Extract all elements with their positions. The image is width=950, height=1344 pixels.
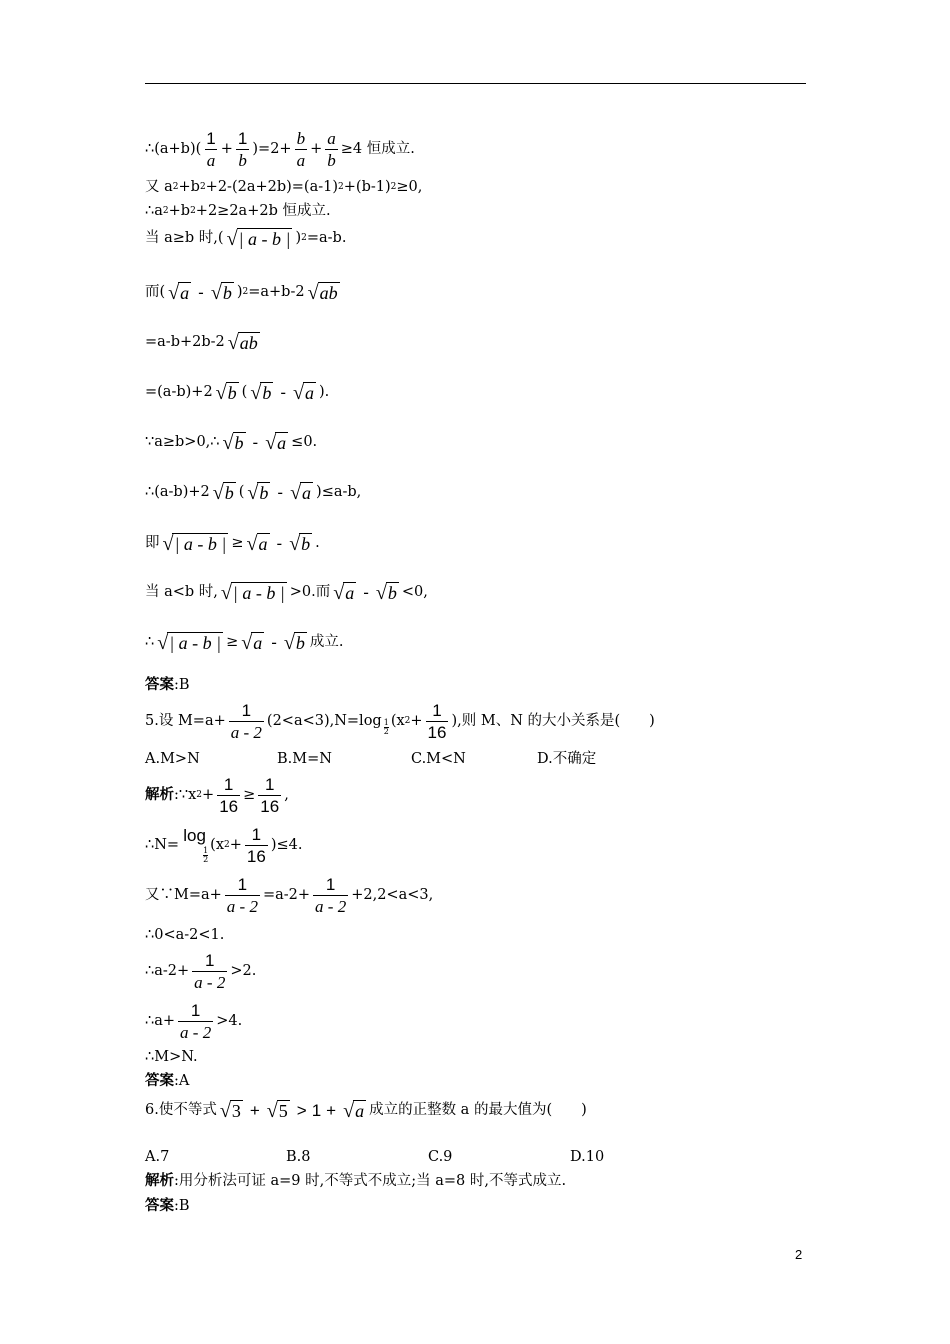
- analysis-2: ∴ N= log 1 2 (x 2 + $\frac{1}{16}$ )≤4.: [145, 825, 303, 866]
- question-5: 5.设 M=a+ $\frac{1}{a - 2}$ (2<a<3),N=log 1 2 (x 2 + $\frac{1}{16}$ ),则 M、N 的大小关系是( ): [145, 701, 655, 742]
- line-3: ∴ a 2 +b 2 +2≥2a+2b 恒成立.: [145, 203, 331, 219]
- line-7: =(a-b)+2 √ b ( √ b - √ a ).: [145, 381, 330, 404]
- analysis-8: 解析 :用分析法可证 a=9 时,不等式不成立;当 a=8 时,不等式成立.: [145, 1172, 567, 1189]
- line-10: 即 √ | a - b | ≥ √ a - √ b .: [145, 532, 320, 555]
- q5-option-c: C.M<N: [411, 751, 466, 767]
- q5-option-b: B.M=N: [277, 751, 332, 767]
- answer-2: 答案 :A: [145, 1072, 190, 1089]
- q6-options: [145, 1150, 604, 1165]
- q6-option-d: D.10: [570, 1149, 605, 1165]
- q6-option-b: B.8: [286, 1149, 311, 1165]
- q6-option-a: A.7: [145, 1149, 170, 1165]
- analysis-6: ∴ a+ $\frac{1}{a - 2}$ >4.: [145, 1001, 243, 1042]
- analysis-3: 又∵M=a+ $\frac{1}{a - 2}$ =a-2+ $\frac{1}{a - 2}$ +2,2<a<3,: [145, 875, 434, 916]
- page-number: 2: [795, 1247, 803, 1262]
- q5-option-d: D.不确定: [537, 751, 597, 767]
- line-2: 又 a 2 +b 2 +2-(2a+2b)=(a-1) 2 +(b-1) 2 ≥0,: [145, 179, 423, 195]
- q6-option-c: C.9: [428, 1149, 453, 1165]
- header-rule: [145, 83, 806, 84]
- line-4: 当 a≥b 时,( √ | a - b | ) 2 =a-b.: [145, 227, 347, 250]
- analysis-4: ∴ 0<a-2<1.: [145, 927, 225, 943]
- line-11: 当 a<b 时, √ | a - b | >0.而 √ a - √ b <0,: [145, 581, 428, 604]
- line-5: 而( √ a - √ b ) 2 =a+b-2 √ ab: [145, 281, 338, 304]
- line-12: ∴ √ | a - b | ≥ √ a - √ b 成立.: [145, 631, 344, 654]
- q5-option-a: A.M>N: [145, 751, 200, 767]
- q5-options: [145, 752, 596, 767]
- line-6: =a-b+2b-2 √ ab: [145, 331, 258, 354]
- line-9: ∴ (a-b)+2 √ b ( √ b - √ a )≤a-b,: [145, 481, 362, 504]
- analysis-5: ∴ a-2+ $\frac{1}{a - 2}$ >2.: [145, 951, 257, 992]
- analysis-1: 解析 :∵x 2 + $\frac{1}{16}$ ≥ $\frac{1}{16}$ ,: [145, 775, 289, 816]
- answer-1: 答案 :B: [145, 676, 190, 693]
- analysis-7: ∴ M>N.: [145, 1049, 198, 1065]
- question-6: 6.使不等式 √ 3 + √ 5 > 1 + √ a 成立的正整数 a 的最大值为( ): [145, 1099, 587, 1122]
- answer-3: 答案 :B: [145, 1197, 190, 1214]
- line-1: ∴ (a+b)( $\frac{1}{a}$ + $\frac{1}{b}$ )=2+ $\frac{b}{a}$ + $\frac{a}{b}$ ≥4 恒成立.: [145, 129, 415, 170]
- line-8: ∵ a≥b>0,∴ √ b - √ a ≤0.: [145, 431, 318, 454]
